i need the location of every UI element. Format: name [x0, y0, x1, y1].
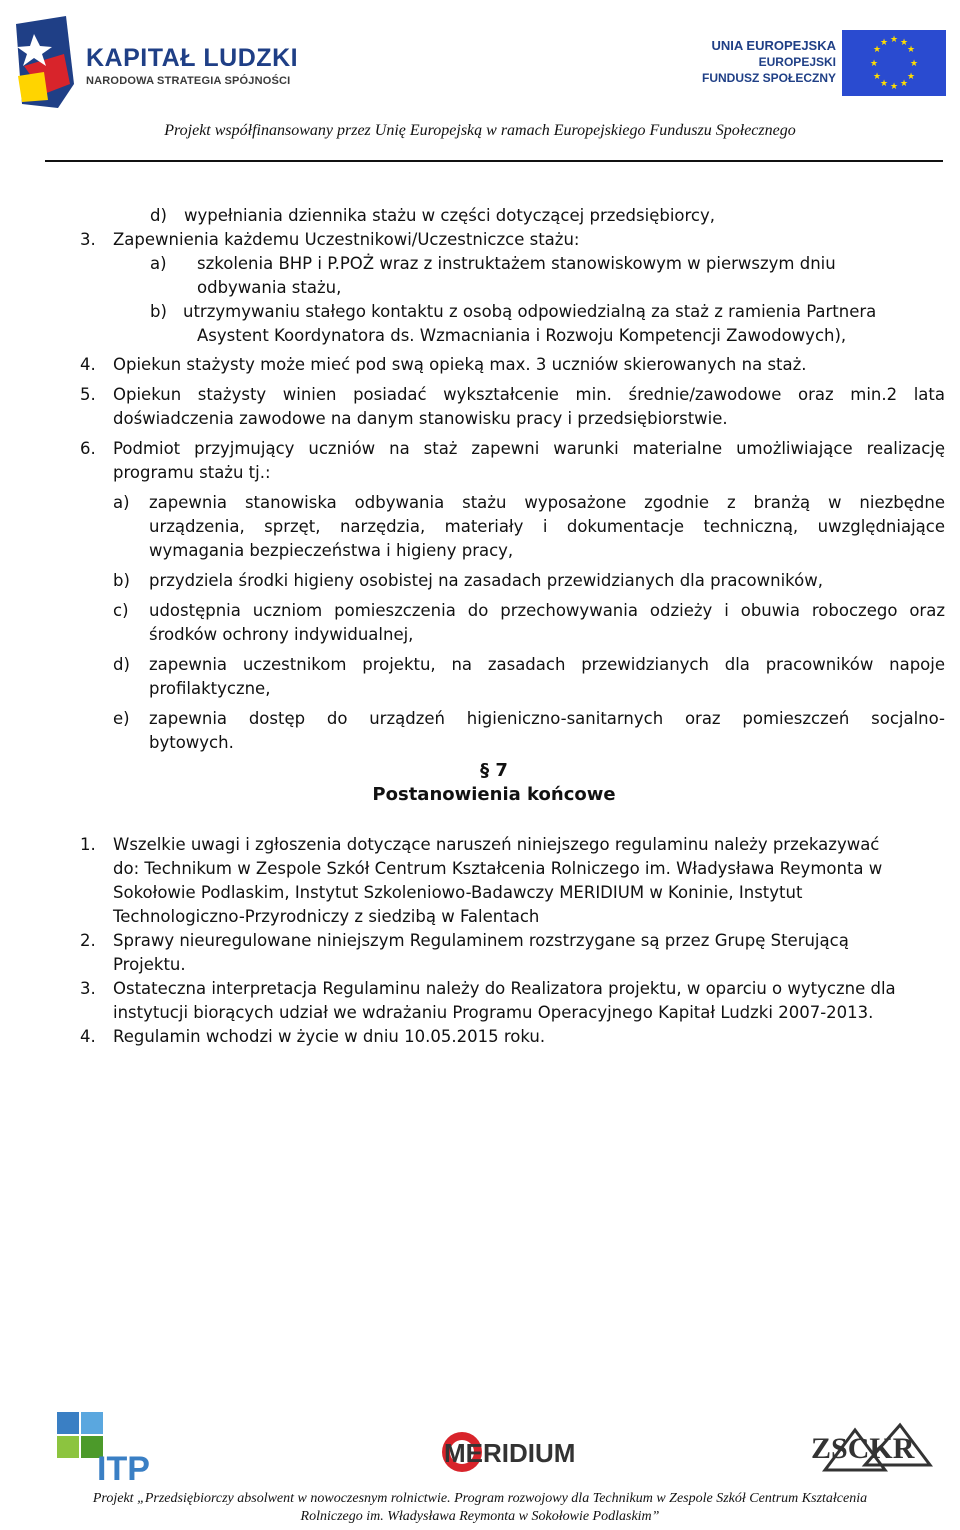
item-text-cont: odbywania stażu,: [197, 278, 342, 297]
svg-text:★: ★: [906, 45, 916, 55]
item-text-cont: środków ochrony indywidualnej,: [149, 625, 414, 644]
footer-caption-line-1: Projekt „Przedsiębiorczy absolwent w nowoczesnym rolnictwie. Program rozwojowy dla Technikum w Zespole Szkół Centrum Kształcenia: [92, 1491, 868, 1506]
svg-text:★: ★: [889, 82, 899, 92]
item-text: Zapewnienia każdemu Uczestnikowi/Uczestniczce stażu:: [113, 230, 580, 249]
svg-text:★: ★: [879, 79, 889, 89]
item-text: wypełniania dziennika stażu w części dotyczącej przedsiębiorcy,: [184, 206, 716, 225]
item-text-cont: programu stażu tj.:: [113, 463, 271, 482]
footer-caption-line-2: Rolniczego im. Władysława Reymonta w Sokołowie Podlaskim”: [300, 1509, 660, 1524]
item-text-cont: Asystent Koordynatora ds. Wzmacniania i Rozwoju Kompetencji Zawodowych),: [197, 326, 847, 345]
item-text: Opiekun stażysty może mieć pod swą opieką max. 3 uczniów skierowanych na staż.: [113, 355, 807, 374]
item-label: d): [113, 655, 130, 674]
item-label: d): [150, 206, 167, 225]
item-text: utrzymywaniu stałego kontaktu z osobą odpowiedzialną za staż z ramienia Partnera: [183, 302, 877, 321]
svg-text:★: ★: [879, 38, 889, 48]
item-text: szkolenia BHP i P.POŻ wraz z instruktażem stanowiskowym w pierwszym dniu: [197, 254, 836, 273]
itp-logo-text: ITP: [97, 1450, 150, 1486]
itp-logo: [55, 1408, 165, 1486]
school-logo-text: ZSCKR: [811, 1432, 915, 1465]
eu-line-3: FUNDUSZ SPOŁECZNY: [701, 71, 836, 85]
item-text-cont: Technologiczno-Przyrodniczy z siedzibą w Falentach: [113, 907, 540, 926]
item-text: zapewnia uczestnikom projektu, na zasadach przewidzianych dla pracowników napoje: [149, 655, 945, 674]
svg-text:★: ★: [889, 35, 899, 45]
section-title: Postanowienia końcowe: [372, 784, 616, 805]
svg-text:★: ★: [909, 59, 919, 69]
item-label: b): [150, 302, 167, 321]
page-header: [0, 0, 960, 165]
eu-logo-text: [690, 38, 836, 86]
school-logo: [805, 1410, 945, 1488]
item-label: b): [113, 571, 130, 590]
svg-text:★: ★: [899, 79, 909, 89]
item-label: 5.: [80, 385, 96, 404]
meridium-logo-text: MERIDIUM: [444, 1438, 576, 1468]
item-text-cont: do: Technikum w Zespole Szkół Centrum Kształcenia Rolniczego im. Władysława Reymonta w: [113, 859, 883, 878]
item-text: udostępnia uczniom pomieszczenia do przechowywania odzieży i obuwia roboczego oraz: [149, 601, 945, 620]
meridium-logo: [430, 1418, 580, 1488]
eu-flag-icon: [842, 30, 946, 96]
item-text: Opiekun stażysty winien posiadać wykształcenie min. średnie/zawodowe oraz min.2 lata: [113, 385, 945, 404]
item-label: a): [150, 254, 167, 273]
item-text-cont: doświadczenia zawodowe na danym stanowisku pracy i przedsiębiorstwie.: [113, 409, 728, 428]
item-text: Sprawy nieuregulowane niniejszym Regulaminem rozstrzygane są przez Grupę Sterującą: [113, 931, 849, 950]
item-text-cont: Projektu.: [113, 955, 186, 974]
item-text: przydziela środki higieny osobistej na zasadach przewidzianych dla pracowników,: [149, 571, 823, 590]
item-text: zapewnia stanowiska odbywania stażu wyposażone zgodnie z branżą w niezbędne: [149, 493, 945, 512]
header-caption: Projekt współfinansowany przez Unię Europejską w ramach Europejskiego Funduszu Społecznego: [164, 122, 796, 139]
footer-caption: [0, 1490, 960, 1526]
svg-text:★: ★: [872, 45, 882, 55]
section-number: § 7: [480, 760, 508, 781]
svg-text:★: ★: [899, 38, 909, 48]
item-text: Ostateczna interpretacja Regulaminu należy do Realizatora projektu, w oparciu o wytyczne dla: [113, 979, 896, 998]
item-label: a): [113, 493, 130, 512]
item-label: 2.: [80, 931, 96, 950]
item-text-cont: wymagania bezpieczeństwa i higieny pracy,: [149, 541, 514, 560]
item-text-cont: bytowych.: [149, 733, 234, 752]
item-text-cont: Sokołowie Podlaskim, Instytut Szkoleniowo-Badawczy MERIDIUM w Koninie, Instytut: [113, 883, 803, 902]
kapital-ludzki-title: KAPITAŁ LUDZKI: [86, 44, 299, 72]
item-text: Wszelkie uwagi i zgłoszenia dotyczące naruszeń niniejszego regulaminu należy przekazywać: [113, 835, 880, 854]
item-label: 4.: [80, 1027, 96, 1046]
item-label: 6.: [80, 439, 96, 458]
item-text: zapewnia dostęp do urządzeń higieniczno-sanitarnych oraz pomieszczeń socjalno-: [149, 709, 945, 728]
header-divider: [45, 160, 943, 162]
item-label: 4.: [80, 355, 96, 374]
item-text: Regulamin wchodzi w życie w dniu 10.05.2015 roku.: [113, 1027, 546, 1046]
item-label: 3.: [80, 230, 96, 249]
item-label: 1.: [80, 835, 96, 854]
svg-text:★: ★: [906, 72, 916, 82]
svg-text:★: ★: [869, 59, 879, 69]
item-text-cont: instytucji biorących udział we wdrażaniu Programu Operacyjnego Kapitał Ludzki 2007-2013.: [113, 1003, 874, 1022]
item-text-cont: profilaktyczne,: [149, 679, 271, 698]
eu-line-1: UNIA EUROPEJSKA: [711, 38, 836, 53]
svg-text:★: ★: [872, 72, 882, 82]
item-label: 3.: [80, 979, 96, 998]
item-text-cont: urządzenia, sprzęt, narzędzia, materiały i dokumentacje techniczną, uwzględniające: [149, 517, 945, 536]
item-label: c): [113, 601, 129, 620]
kapital-ludzki-subtitle: NARODOWA STRATEGIA SPÓJNOŚCI: [86, 75, 291, 87]
item-text: Podmiot przyjmujący uczniów na staż zapewni warunki materialne umożliwiające realizację: [113, 439, 945, 458]
eu-line-2: EUROPEJSKI: [758, 55, 836, 69]
item-label: e): [113, 709, 130, 728]
